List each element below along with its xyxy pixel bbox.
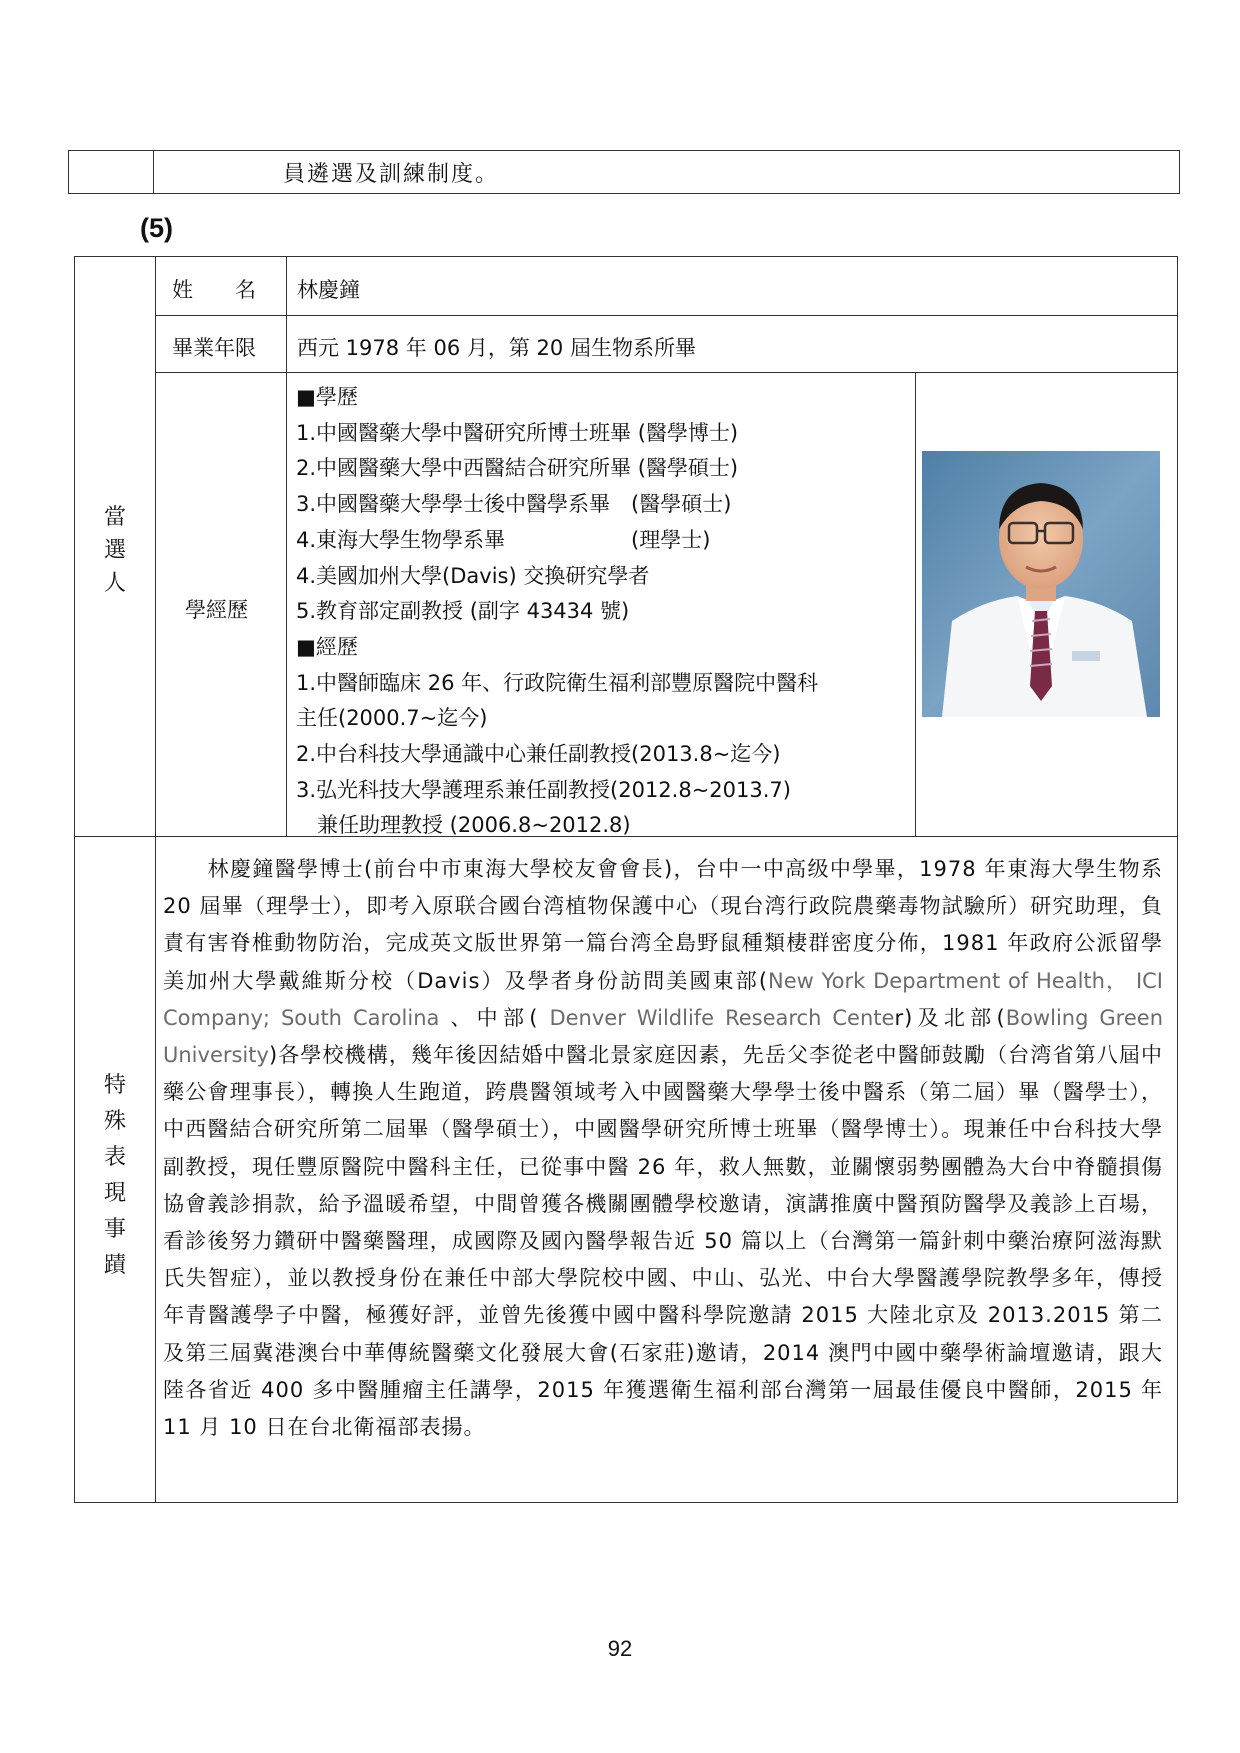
name-label: 姓 名 bbox=[172, 278, 256, 302]
experience-line: 3.中國醫藥大學學士後中醫學系畢 (醫學碩士) bbox=[296, 492, 732, 517]
achievement-label-text: 特殊表現事蹟 bbox=[103, 1073, 126, 1278]
experience-line: 2.中國醫藥大學中西醫結合研究所畢 (醫學碩士) bbox=[296, 456, 739, 481]
achievement-text-english: Bowling Green University bbox=[163, 1005, 1164, 1068]
column-divider bbox=[153, 151, 154, 193]
candidate-label bbox=[100, 501, 130, 600]
previous-table-row bbox=[68, 150, 1180, 194]
experience-line: 主任(2000.7~迄今) bbox=[296, 706, 488, 731]
experience-line: 3.弘光科技大學護理系兼任副教授(2012.8~2013.7) bbox=[296, 777, 791, 802]
experience-line: 5.教育部定副教授 (副字 43434 號) bbox=[296, 599, 630, 624]
graduation-label: 畢業年限 bbox=[172, 336, 256, 360]
table-divider bbox=[286, 256, 287, 836]
experience-line: 2.中台科技大學通識中心兼任副教授(2013.8~迄今) bbox=[296, 742, 781, 767]
achievement-text-part: 、中部( bbox=[450, 1005, 539, 1030]
experience-line: ■經歷 bbox=[296, 634, 358, 659]
table-divider bbox=[155, 372, 1178, 373]
experience-list bbox=[296, 380, 916, 844]
name-value: 林慶鐘 bbox=[297, 278, 360, 302]
achievement-text-english: New York Department of Health， ICI Company; South Carolina bbox=[163, 968, 1163, 1030]
achievement-text-english: Denver Wildlife Research Cente bbox=[538, 1005, 895, 1030]
portrait-illustration bbox=[922, 451, 1160, 717]
experience-label: 學經歷 bbox=[185, 598, 248, 622]
achievement-text-part: )各學校機構，幾年後因結婚中醫北景家庭因素，先岳父李從老中醫師鼓勵（台湾省第八屆中藥公會理事長），轉換人生跑道，跨農醫領域考入中國醫藥大學學士後中醫系（第二屆）畢（醫學士），中西醫結合研究所第二屆畢（醫學碩士），中國醫學研究所博士班畢（醫學博士）。現兼任中台科技大學副教授，現任豐原醫院中醫科主任，已從事中醫 26 年，救人無數，並關懷弱勢團體為大台中脊髓損傷協會義診捐款，給予溫暖希望，中間曾獲各機關團體學校邀请，演講推廣中醫預防醫學及義診上百場，看診後努力鑽研中醫藥醫理，成國際及國內醫學報告近 50 篇以上（台灣第一篇針刺中藥治療阿滋海默氏失智症），並以教授身份在兼任中部大學院校中國、中山、弘光、中台大學醫護學院教學多年，傳授年青醫護學子中醫，極獲好評，並曾先後獲中國中醫科學院邀請 2015 大陸北京及 2013.2015 第二及第三屆冀港澳台中華傳統醫藥文化發展大會(石家莊)邀请，2014 澳門中國中藥學術論壇邀请，跟大陸各省近 400 多中醫腫瘤主任講學，2015 年獲選衛生福利部台灣第一屆最佳優良中醫師，2015 年 11 月 10 日在台北衛福部表揚。 bbox=[163, 1043, 1163, 1440]
portrait-photo bbox=[922, 451, 1160, 717]
experience-line: 1.中國醫藥大學中醫研究所博士班畢 (醫學博士) bbox=[296, 420, 739, 445]
candidate-label-text: 當選人 bbox=[103, 505, 126, 596]
graduation-value: 西元 1978 年 06 月，第 20 屆生物系所畢 bbox=[297, 336, 696, 360]
page-number: 92 bbox=[607, 1636, 633, 1661]
table-divider bbox=[155, 256, 156, 1503]
table-divider bbox=[155, 315, 1178, 316]
continued-text: 員遴選及訓練制度。 bbox=[283, 162, 500, 187]
experience-line: 4.美國加州大學(Davis) 交換研究學者 bbox=[296, 563, 650, 588]
achievement-label bbox=[100, 1068, 130, 1284]
achievement-text-part: r)及北部( bbox=[894, 1005, 1006, 1030]
experience-line: 4.東海大學生物學系畢 (理學士) bbox=[296, 527, 711, 552]
experience-line: ■學歷 bbox=[296, 385, 358, 409]
achievement-text-part: 林慶鐘醫學博士(前台中市東海大學校友會會長)，台中一中高级中學畢，1978 年東海大學生物系 20 屆畢（理學士），即考入原联合國台湾植物保護中心（現台湾行政院農藥毒物試驗所）研究助理，負責有害脊椎動物防治，完成英文版世界第一篇台湾全島野鼠種類棲群密度分佈，1981 年政府公派留學美加州大學戴維斯分校（Davis）及學者身份訪問美國東部( bbox=[163, 857, 1163, 993]
experience-line: 兼任助理教授 (2006.8~2012.8) bbox=[296, 813, 631, 838]
section-number: (5) bbox=[140, 213, 173, 243]
experience-line: 1.中醫師臨床 26 年、行政院衛生福利部豐原醫院中醫科 bbox=[296, 670, 819, 695]
achievement-text bbox=[163, 851, 1163, 1446]
